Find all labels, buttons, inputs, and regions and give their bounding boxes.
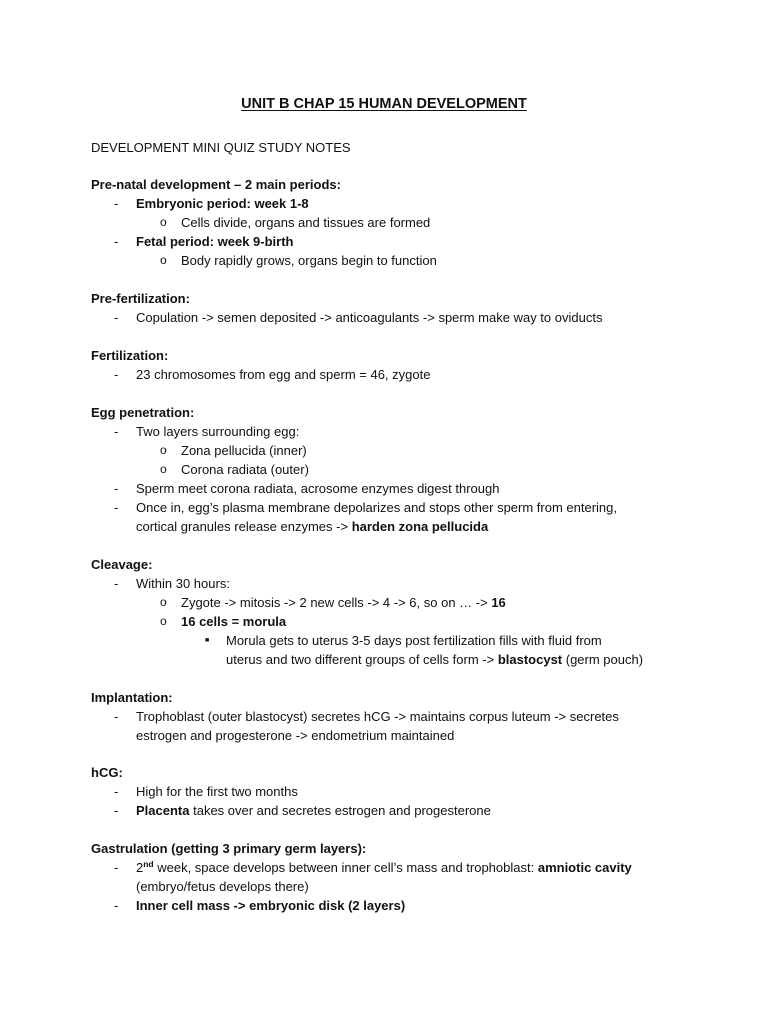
dash-bullet: - [114, 424, 119, 439]
circle-bullet: o [160, 595, 167, 609]
list-item-text: Embryonic period: week 1-8 [136, 196, 309, 211]
dash-bullet: - [114, 196, 119, 211]
list-item [91, 308, 691, 327]
list-item [91, 422, 691, 441]
list-item-continuation [91, 650, 691, 669]
dash-bullet: - [114, 576, 119, 591]
dash-bullet: - [114, 803, 119, 818]
dash-bullet: - [114, 709, 119, 724]
list-item-text: 16 cells = morula [181, 614, 287, 629]
list-item [91, 365, 691, 384]
list-item [91, 631, 691, 650]
list-item [91, 612, 691, 631]
list-item-text: Cells divide, organs and tissues are formed [181, 215, 431, 230]
list-item [91, 801, 691, 820]
list-item [91, 194, 691, 213]
list-item-text: takes over and secretes estrogen and progesterone [189, 803, 491, 818]
dash-bullet: - [114, 367, 119, 382]
section-prefertilization [91, 289, 691, 327]
section-prenatal [91, 175, 691, 270]
section-heading: Pre-natal development – 2 main periods: [91, 177, 341, 192]
list-item-text: Trophoblast (outer blastocyst) secretes hCG -> maintains corpus luteum -> secretes [136, 709, 619, 724]
list-item-text: Fetal period: week 9-birth [136, 234, 294, 249]
circle-bullet: o [160, 253, 167, 267]
list-item [91, 858, 691, 877]
list-item-text: (germ pouch) [562, 652, 644, 667]
list-item [91, 479, 691, 498]
dash-bullet: - [114, 310, 119, 325]
list-item [91, 498, 691, 517]
list-item [91, 782, 691, 801]
dash-bullet: - [114, 234, 119, 249]
emphasis-text: amniotic cavity [537, 860, 632, 875]
dash-bullet: - [114, 860, 119, 875]
list-item-text: cortical granules release enzymes -> [136, 519, 352, 534]
section-heading: hCG: [91, 765, 123, 780]
section-gastrulation [91, 839, 691, 915]
dash-bullet: - [114, 784, 119, 799]
list-item-text: Body rapidly grows, organs begin to function [181, 253, 437, 268]
list-item [91, 213, 691, 232]
list-item-text: Inner cell mass -> embryonic disk (2 layers) [136, 898, 406, 913]
section-cleavage [91, 555, 691, 669]
circle-bullet: o [160, 614, 167, 628]
ordinal-suffix: nd [143, 859, 154, 869]
list-item-text: week, space develops between inner cell’s mass and trophoblast: [153, 860, 538, 875]
list-item-text: 2 [136, 860, 144, 875]
document-title: UNIT B CHAP 15 HUMAN DEVELOPMENT [241, 96, 527, 112]
document-subtitle: DEVELOPMENT MINI QUIZ STUDY NOTES [91, 140, 351, 155]
list-item [91, 251, 691, 270]
list-item-text: Two layers surrounding egg: [136, 424, 300, 439]
list-item-text: Copulation -> semen deposited -> anticoagulants -> sperm make way to oviducts [136, 310, 603, 325]
list-item-text: 23 chromosomes from egg and sperm = 46, zygote [136, 367, 431, 382]
list-item [91, 574, 691, 593]
section-hcg [91, 763, 691, 820]
list-item-text: Zona pellucida (inner) [181, 443, 307, 458]
section-heading: Implantation: [91, 690, 173, 705]
list-item [91, 593, 691, 612]
list-item-continuation [91, 517, 691, 536]
list-item-text: Zygote -> mitosis -> 2 new cells -> 4 -> 6, so on … -> [181, 595, 492, 610]
list-item-text: estrogen and progesterone -> endometrium maintained [136, 728, 455, 743]
section-heading: Gastrulation (getting 3 primary germ layers): [91, 841, 367, 856]
list-item-text: High for the first two months [136, 784, 298, 799]
section-heading: Egg penetration: [91, 405, 195, 420]
list-item-text: uterus and two different groups of cells form -> [226, 652, 498, 667]
list-item [91, 460, 691, 479]
dash-bullet: - [114, 481, 119, 496]
list-item-text: Corona radiata (outer) [181, 462, 309, 477]
square-bullet: ■ [205, 637, 210, 644]
list-item-text: Sperm meet corona radiata, acrosome enzymes digest through [136, 481, 500, 496]
section-egg-penetration [91, 403, 691, 536]
list-item-text: Morula gets to uterus 3-5 days post fertilization fills with fluid from [226, 633, 602, 648]
list-item-continuation [91, 726, 691, 745]
list-item [91, 707, 691, 726]
list-item [91, 896, 691, 915]
section-fertilization [91, 346, 691, 384]
section-implantation [91, 688, 691, 745]
emphasis-text: blastocyst [497, 652, 563, 667]
list-item [91, 441, 691, 460]
emphasis-text: Placenta [136, 803, 190, 818]
emphasis-text: 16 [491, 595, 506, 610]
emphasis-text: harden zona pellucida [351, 519, 489, 534]
list-item-text: Once in, egg’s plasma membrane depolarizes and stops other sperm from entering, [136, 500, 618, 515]
list-item [91, 232, 691, 251]
circle-bullet: o [160, 215, 167, 229]
dash-bullet: - [114, 500, 119, 515]
section-heading: Cleavage: [91, 557, 153, 572]
dash-bullet: - [114, 898, 119, 913]
list-item-text: (embryo/fetus develops there) [136, 879, 309, 894]
list-item-continuation [91, 877, 691, 896]
section-heading: Fertilization: [91, 348, 169, 363]
circle-bullet: o [160, 462, 167, 476]
circle-bullet: o [160, 443, 167, 457]
list-item-text: Within 30 hours: [136, 576, 230, 591]
section-heading: Pre-fertilization: [91, 291, 190, 306]
